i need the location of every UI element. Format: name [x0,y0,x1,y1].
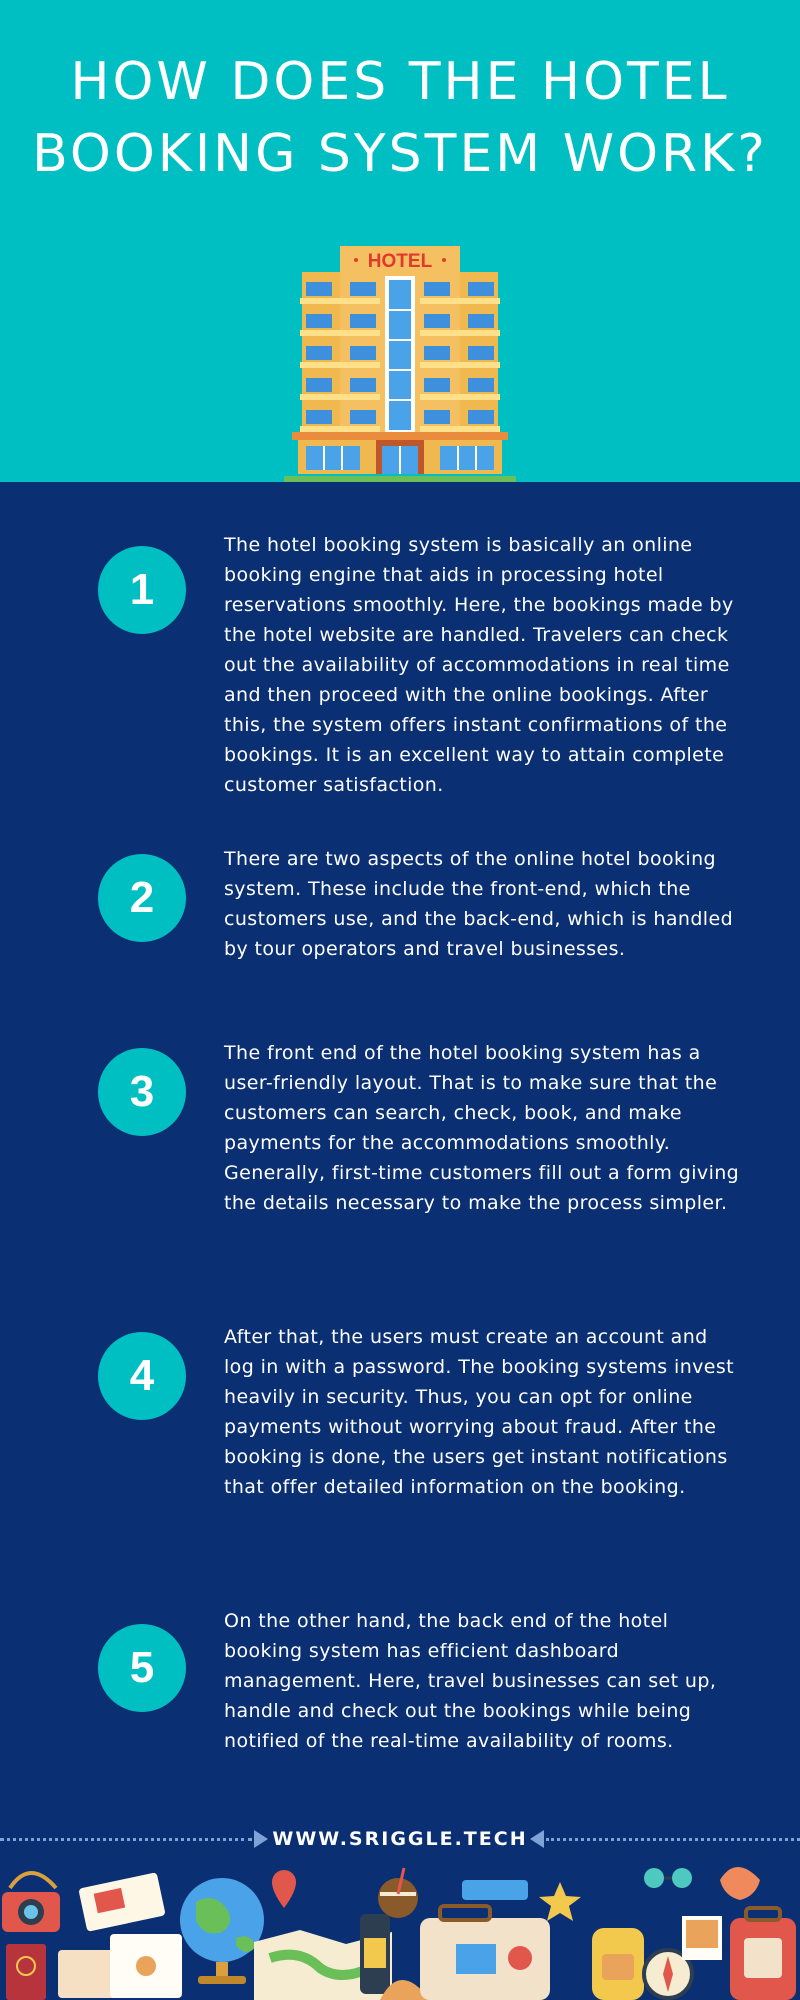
page-title [0,46,800,190]
travel-items-illustration [0,1858,800,2000]
footer-website-row [0,1824,800,1854]
step-text: After that, the users must create an account and log in with a password. The booking systems invest heavily in security. Thus, you can opt for online payments without worrying about fraud. After the booking is done, the users get instant notifications that offer detailed information on the booking. [224,1326,735,1498]
step-text: There are two aspects of the online hotel booking system. These include the front-end, which the customers use, and the back-end, which is handled by tour operators and travel businesses. [224,848,734,960]
step-number-badge: 3 [98,1048,186,1136]
title-line-2: BOOKING SYSTEM WORK? [32,124,768,184]
left-arrow-icon [530,1830,544,1848]
step-number-badge: 2 [98,854,186,942]
step-number-badge: 5 [98,1624,186,1712]
step-text: The front end of the hotel booking system has a user-friendly layout. That is to make sure that the customers can search, check, book, and make payments for the accommodations smoothly. Generally, first-time customers fill out a form giving the details necessary to make the process simpler. [224,1042,740,1214]
hero-section [0,0,800,482]
step-number-badge: 4 [98,1332,186,1420]
title-line-1: HOW DOES THE HOTEL [70,52,730,112]
website-link[interactable]: WWW.SRIGGLE.TECH [272,1828,528,1850]
step-text: On the other hand, the back end of the hotel booking system has efficient dashboard management. Here, travel businesses can set up, handle and check out the bookings while being notified of the real-time availability of rooms. [224,1610,717,1752]
step-number-badge: 1 [98,546,186,634]
hotel-building-illustration [280,240,520,485]
step-text: The hotel booking system is basically an online booking engine that aids in processing hotel reservations smoothly. Here, the bookings made by the hotel website are handled. Travelers can check out the availability of accommodations in real time and then proceed with the online bookings. After this, the system offers instant confirmations of the bookings. It is an excellent way to attain complete customer satisfaction. [224,534,734,796]
hotel-sign-text: HOTEL [367,251,433,272]
right-dotted-line [546,1838,800,1841]
